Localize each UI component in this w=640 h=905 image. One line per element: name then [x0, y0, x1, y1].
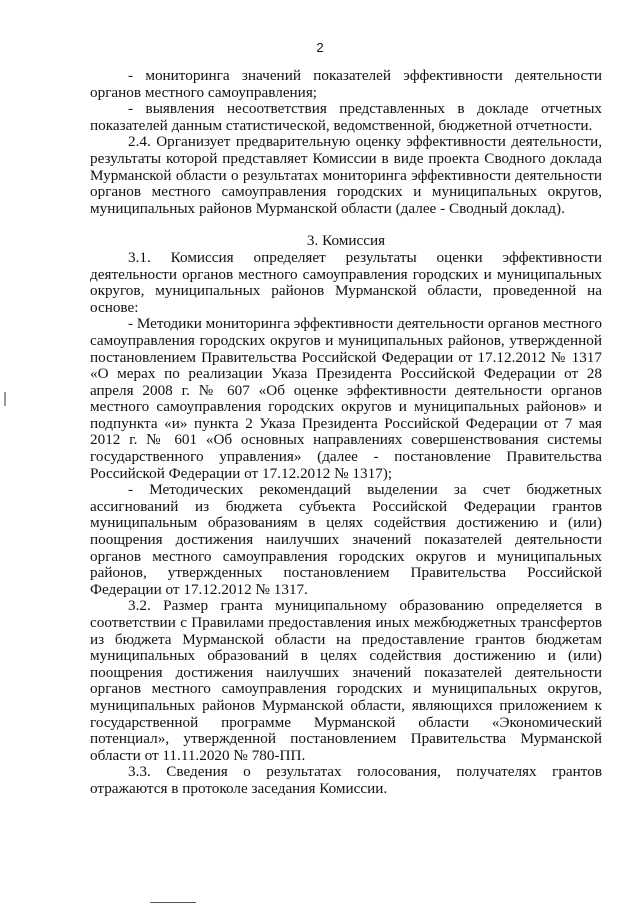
footer-rule — [150, 902, 196, 903]
scan-margin-mark — [4, 392, 6, 406]
clause-3-2: 3.2. Размер гранта муниципальному образованию определяется в соответствии с Правилами предоставления иных межбюджетных трансфертов из бюджета Мурманской области на предоставление грантов бюджетам муниципальных образований в целях содействия достижению и (или) поощрения достижения наилучших значений показателей деятельности органов местного самоуправления городских и муниципальных округов, муниципальных районов Мурманской области, являющихся приложением к государственной программе Мурманской области «Экономический потенциал», утвержденной постановлением Правительства Мурманской области от 11.11.2020 № 780-ПП. — [90, 597, 602, 764]
list-item-monitoring: - мониторинга значений показателей эффективности деятельности органов местного самоуправления; — [90, 67, 602, 101]
list-item-discrepancy: - выявления несоответствия представленных в докладе отчетных показателей данным статистической, ведомственной, бюджетной отчетности. — [90, 100, 602, 134]
clause-2-4: 2.4. Организует предварительную оценку эффективности деятельности, результаты которой представляет Комиссии в виде проекта Сводного доклада Мурманской области о результатах мониторинга эффективности деятельности органов местного самоуправления городских и муниципальных округов, муниципальных районов Мурманской области (далее - Сводный доклад). — [90, 133, 602, 217]
list-item-recommendations: - Методических рекомендаций выделении за счет бюджетных ассигнований из бюджета субъекта Российской Федерации грантов муниципальным образованиям в целях содействия достижению и (или) поощрения достижения наилучших значений показателей деятельности органов местного самоуправления городских округов и муниципальных районов, утвержденных постановлением Правительства Российской Федерации от 17.12.2012 № 1317. — [90, 481, 602, 598]
page-number: 2 — [316, 40, 324, 55]
list-item-methodology: - Методики мониторинга эффективности деятельности органов местного самоуправления городских округов и муниципальных районов, утвержденной постановлением Правительства Российской Федерации от 17.12.2012 № 1317 «О мерах по реализации Указа Президента Российской Федерации от 28 апреля 2008 г. № 607 «Об оценке эффективности деятельности органов местного самоуправления городских округов и муниципальных районов» и подпункта «и» пункта 2 Указа Президента Российской Федерации от 7 мая 2012 г. № 601 «Об основных направлениях совершенствования системы государственного управления» (далее - постановление Правительства Российской Федерации от 17.12.2012 № 1317); — [90, 315, 602, 482]
clause-3-1: 3.1. Комиссия определяет результаты оценки эффективности деятельности органов местного самоуправления городских и муниципальных округов, муниципальных районов Мурманской области, проведенной на основе: — [90, 248, 602, 316]
clause-3-3: 3.3. Сведения о результатах голосования, получателях грантов отражаются в протоколе заседания Комиссии. — [90, 763, 602, 797]
section-heading-commission: 3. Комиссия — [306, 232, 386, 250]
document-body — [90, 68, 602, 798]
